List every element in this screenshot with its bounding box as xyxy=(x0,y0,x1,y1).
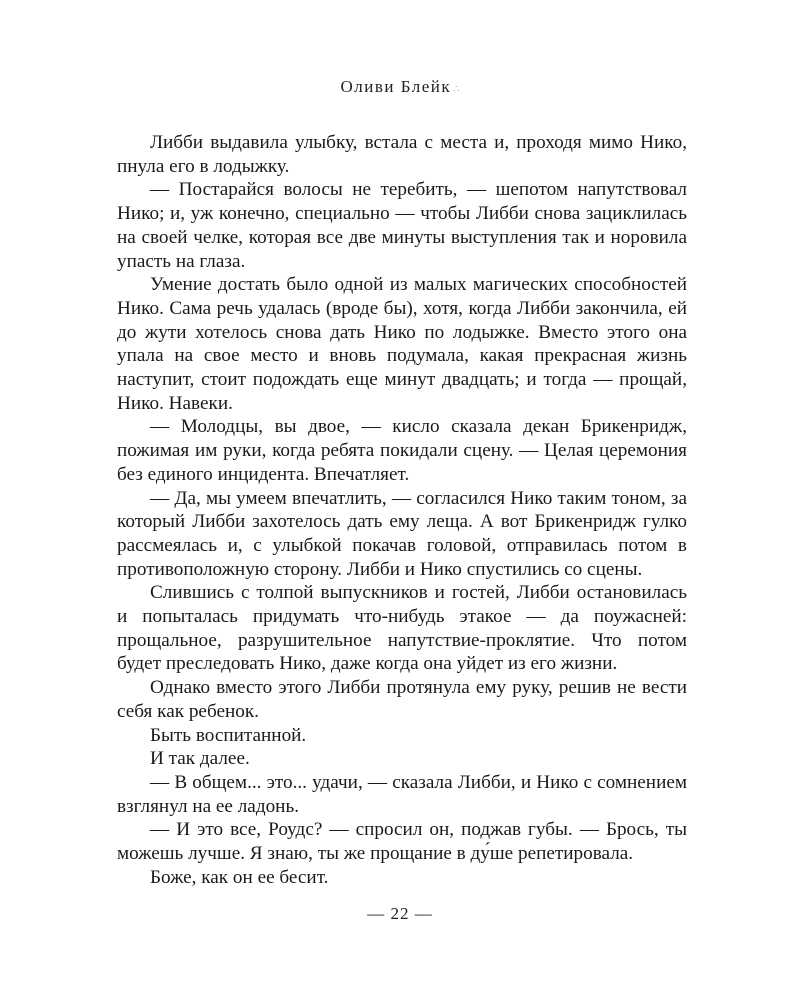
paragraph: Умение достать было одной из малых магических способностей Нико. Сама речь удалась (вроде бы), хотя, когда Либби закончила, ей до жути хотелось снова дать Нико по лодыжке. Вместо этого она упала на свое место и вновь подумала, какая прекрасная жизнь наступит, стоит подождать еще минут двадцать; и тогда — прощай, Нико. Навеки. xyxy=(117,274,687,414)
paragraph: Либби выдавила улыбку, встала с места и, проходя мимо Нико, пнула его в лодыжку. xyxy=(117,132,687,177)
paragraph: Быть воспитанной. xyxy=(150,724,307,746)
paragraph: — Да, мы умеем впечатлить, — согласился Нико таким тоном, за который Либби захотелось дать ему леща. А вот Брикенридж гулко рассмеялась и, с улыбкой покачав головой, отправилась потом в противоположную сторону. Либби и Нико спустились со сцены. xyxy=(117,487,687,580)
paragraph: Боже, как он ее бесит. xyxy=(150,866,329,888)
paragraph: И так далее. xyxy=(150,748,250,770)
paragraph: — Молодцы, вы двое, — кисло сказала декан Брикенридж, пожимая им руки, когда ребята покидали сцену. — Целая церемония без единого инцидента. Впечатляет. xyxy=(117,416,687,485)
paragraph: Слившись с толпой выпускников и гостей, Либби остановилась и попыталась придумать что-нибудь этакое — да поужасней: прощальное, разрушительное напутствие-проклятие. Что потом будет преследовать Нико, даже когда она уйдет из его жизни. xyxy=(117,582,687,675)
page-body xyxy=(117,131,687,890)
page-number: — 22 — xyxy=(367,904,433,923)
running-title: Оливи Блейк xyxy=(340,77,452,96)
paragraph: Однако вместо этого Либби протянула ему руку, решив не вести себя как ребенок. xyxy=(117,677,687,722)
ornament-mark: ∴ xyxy=(453,84,460,95)
paragraph: — И это все, Роудс? — спросил он, поджав губы. — Брось, ты можешь лучше. Я знаю, ты же прощание в ду́ше репетировала. xyxy=(117,819,687,865)
paragraph: — В общем... это... удачи, — сказала Либби, и Нико с сомнением взглянул на ее ладонь. xyxy=(117,771,687,817)
running-header xyxy=(0,77,800,97)
paragraph: — Постарайся волосы не теребить, — шепотом напутствовал Нико; и, уж конечно, специально — чтобы Либби снова зациклилась на своей челке, которая все две минуты выступления так и норовила упасть на глаза. xyxy=(117,179,687,272)
